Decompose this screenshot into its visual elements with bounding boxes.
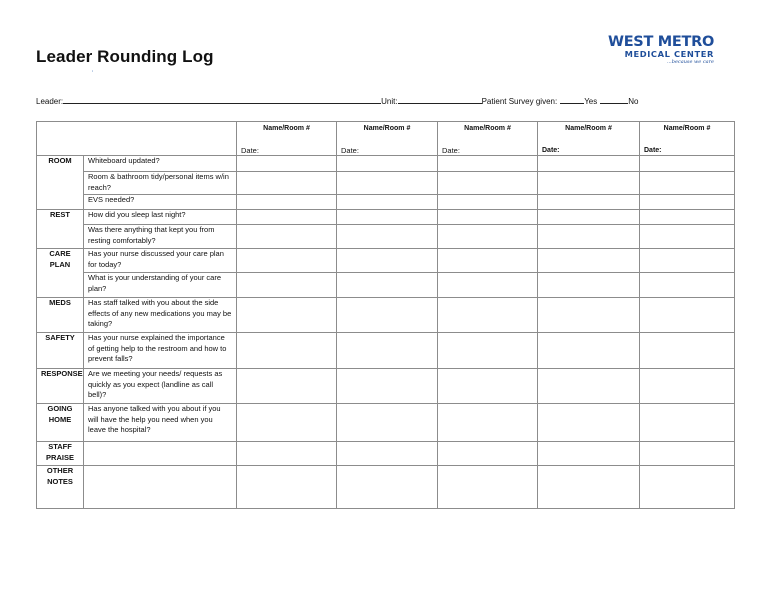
response-cell[interactable] xyxy=(438,225,538,249)
category-label: REST xyxy=(37,210,84,249)
response-cell[interactable] xyxy=(237,298,337,333)
category-label: MEDS xyxy=(37,298,84,333)
response-cell[interactable] xyxy=(640,333,735,369)
leader-field[interactable] xyxy=(63,95,381,104)
name-room-label: Name/Room # xyxy=(464,125,511,132)
title-mark: ’ xyxy=(92,71,94,77)
category-label: CARE PLAN xyxy=(37,249,84,298)
date-label: Date: xyxy=(644,147,662,154)
response-cell[interactable] xyxy=(538,249,640,273)
table-row xyxy=(37,172,735,195)
table-header-row xyxy=(37,122,735,156)
response-cell[interactable] xyxy=(538,333,640,369)
west-metro-logo xyxy=(602,35,714,69)
patient-column-header xyxy=(438,122,538,156)
response-cell[interactable] xyxy=(337,442,438,466)
header-blank-cell xyxy=(37,122,237,156)
response-cell[interactable] xyxy=(237,273,337,298)
table-row xyxy=(37,442,735,466)
survey-label: Patient Survey given: xyxy=(481,97,558,106)
patient-column-header xyxy=(538,122,640,156)
logo-line-2: MEDICAL CENTER xyxy=(624,49,714,59)
name-room-label: Name/Room # xyxy=(263,125,310,132)
response-cell[interactable] xyxy=(640,249,735,273)
question-cell: EVS needed? xyxy=(84,195,237,210)
table-row xyxy=(37,466,735,509)
response-cell[interactable] xyxy=(337,210,438,225)
patient-column-header xyxy=(337,122,438,156)
rounding-log-table xyxy=(36,121,735,509)
response-cell[interactable] xyxy=(237,249,337,273)
response-cell[interactable] xyxy=(237,466,337,509)
question-cell: Has your nurse explained the importance of getting help to the restroom and how to prevent falls? xyxy=(84,333,237,369)
response-cell[interactable] xyxy=(438,172,538,195)
question-cell: Has your nurse discussed your care plan for today? xyxy=(84,249,237,273)
table-row xyxy=(37,273,735,298)
date-label: Date: xyxy=(241,146,259,155)
patient-column-header xyxy=(237,122,337,156)
category-label: GOING HOME xyxy=(37,404,84,442)
question-cell: Room & bathroom tidy/personal items w/in reach? xyxy=(84,172,237,195)
response-cell[interactable] xyxy=(438,442,538,466)
date-label: Date: xyxy=(542,147,560,154)
response-cell[interactable] xyxy=(538,273,640,298)
response-cell[interactable] xyxy=(337,172,438,195)
response-cell[interactable] xyxy=(538,442,640,466)
question-cell: Has staff talked with you about the side effects of any new medications you may be taking? xyxy=(84,298,237,333)
response-cell[interactable] xyxy=(337,273,438,298)
name-room-label: Name/Room # xyxy=(663,125,711,132)
question-cell: Was there anything that kept you from resting comfortably? xyxy=(84,225,237,249)
question-cell: Whiteboard updated? xyxy=(84,156,237,172)
response-cell[interactable] xyxy=(538,210,640,225)
unit-label: Unit: xyxy=(381,97,398,106)
response-cell[interactable] xyxy=(438,404,538,442)
response-cell[interactable] xyxy=(337,333,438,369)
response-cell[interactable] xyxy=(438,273,538,298)
table-row xyxy=(37,249,735,273)
survey-yes-field[interactable] xyxy=(560,95,584,104)
response-cell[interactable] xyxy=(640,195,735,210)
logo-tagline: ...because we care xyxy=(666,59,714,65)
date-label: Date: xyxy=(442,146,460,155)
header-fields xyxy=(36,95,639,106)
response-cell[interactable] xyxy=(237,172,337,195)
yes-label: Yes xyxy=(584,97,598,106)
response-cell[interactable] xyxy=(438,249,538,273)
response-cell[interactable] xyxy=(538,172,640,195)
question-cell: Has anyone talked with you about if you will have the help you need when you leave the hospital? xyxy=(84,404,237,442)
response-cell[interactable] xyxy=(337,249,438,273)
response-cell[interactable] xyxy=(337,156,438,172)
question-cell: Are we meeting your needs/ requests as quickly as you expect (landline as call bell)? xyxy=(84,369,237,404)
response-cell[interactable] xyxy=(237,404,337,442)
response-cell[interactable] xyxy=(438,298,538,333)
no-label: No xyxy=(628,97,639,106)
response-cell[interactable] xyxy=(538,225,640,249)
response-cell[interactable] xyxy=(438,156,538,172)
response-cell[interactable] xyxy=(640,156,735,172)
response-cell[interactable] xyxy=(438,466,538,509)
response-cell[interactable] xyxy=(337,404,438,442)
response-cell[interactable] xyxy=(237,369,337,404)
response-cell[interactable] xyxy=(640,225,735,249)
table-row xyxy=(37,298,735,333)
response-cell[interactable] xyxy=(538,466,640,509)
category-label: RESPONSE xyxy=(37,369,84,404)
table-row xyxy=(37,333,735,369)
table-row xyxy=(37,195,735,210)
table-row xyxy=(37,369,735,404)
response-cell[interactable] xyxy=(237,442,337,466)
name-room-label: Name/Room # xyxy=(363,125,411,132)
response-cell[interactable] xyxy=(640,298,735,333)
category-label: OTHER NOTES xyxy=(37,466,84,509)
category-label: ROOM xyxy=(37,156,84,210)
table-row xyxy=(37,156,735,172)
response-cell[interactable] xyxy=(640,172,735,195)
survey-no-field[interactable] xyxy=(600,95,628,104)
patient-column-header xyxy=(640,122,735,156)
date-label: Date: xyxy=(341,146,359,155)
response-cell[interactable] xyxy=(337,466,438,509)
response-cell[interactable] xyxy=(640,369,735,404)
question-cell xyxy=(84,442,237,466)
response-cell[interactable] xyxy=(237,225,337,249)
response-cell[interactable] xyxy=(538,156,640,172)
response-cell[interactable] xyxy=(337,369,438,404)
question-cell xyxy=(84,466,237,509)
page-title: Leader Rounding Log xyxy=(36,47,214,66)
response-cell[interactable] xyxy=(237,156,337,172)
response-cell[interactable] xyxy=(237,195,337,210)
response-cell[interactable] xyxy=(538,369,640,404)
response-cell[interactable] xyxy=(438,210,538,225)
response-cell[interactable] xyxy=(640,466,735,509)
response-cell[interactable] xyxy=(438,195,538,210)
response-cell[interactable] xyxy=(438,369,538,404)
category-label: STAFF PRAISE xyxy=(37,442,84,466)
response-cell[interactable] xyxy=(438,333,538,369)
name-room-label: Name/Room # xyxy=(565,125,612,132)
response-cell[interactable] xyxy=(640,442,735,466)
unit-field[interactable] xyxy=(398,95,482,104)
response-cell[interactable] xyxy=(237,210,337,225)
question-cell: How did you sleep last night? xyxy=(84,210,237,225)
response-cell[interactable] xyxy=(538,404,640,442)
table-row xyxy=(37,404,735,442)
response-cell[interactable] xyxy=(337,195,438,210)
response-cell[interactable] xyxy=(640,404,735,442)
response-cell[interactable] xyxy=(237,333,337,369)
logo-line-1: WEST METRO xyxy=(608,34,714,50)
response-cell[interactable] xyxy=(538,195,640,210)
category-label: SAFETY xyxy=(37,333,84,369)
response-cell[interactable] xyxy=(337,298,438,333)
response-cell[interactable] xyxy=(337,225,438,249)
response-cell[interactable] xyxy=(640,273,735,298)
table-row xyxy=(37,210,735,225)
leader-label: Leader: xyxy=(36,97,64,106)
question-cell: What is your understanding of your care plan? xyxy=(84,273,237,298)
response-cell[interactable] xyxy=(640,210,735,225)
table-row xyxy=(37,225,735,249)
response-cell[interactable] xyxy=(538,298,640,333)
